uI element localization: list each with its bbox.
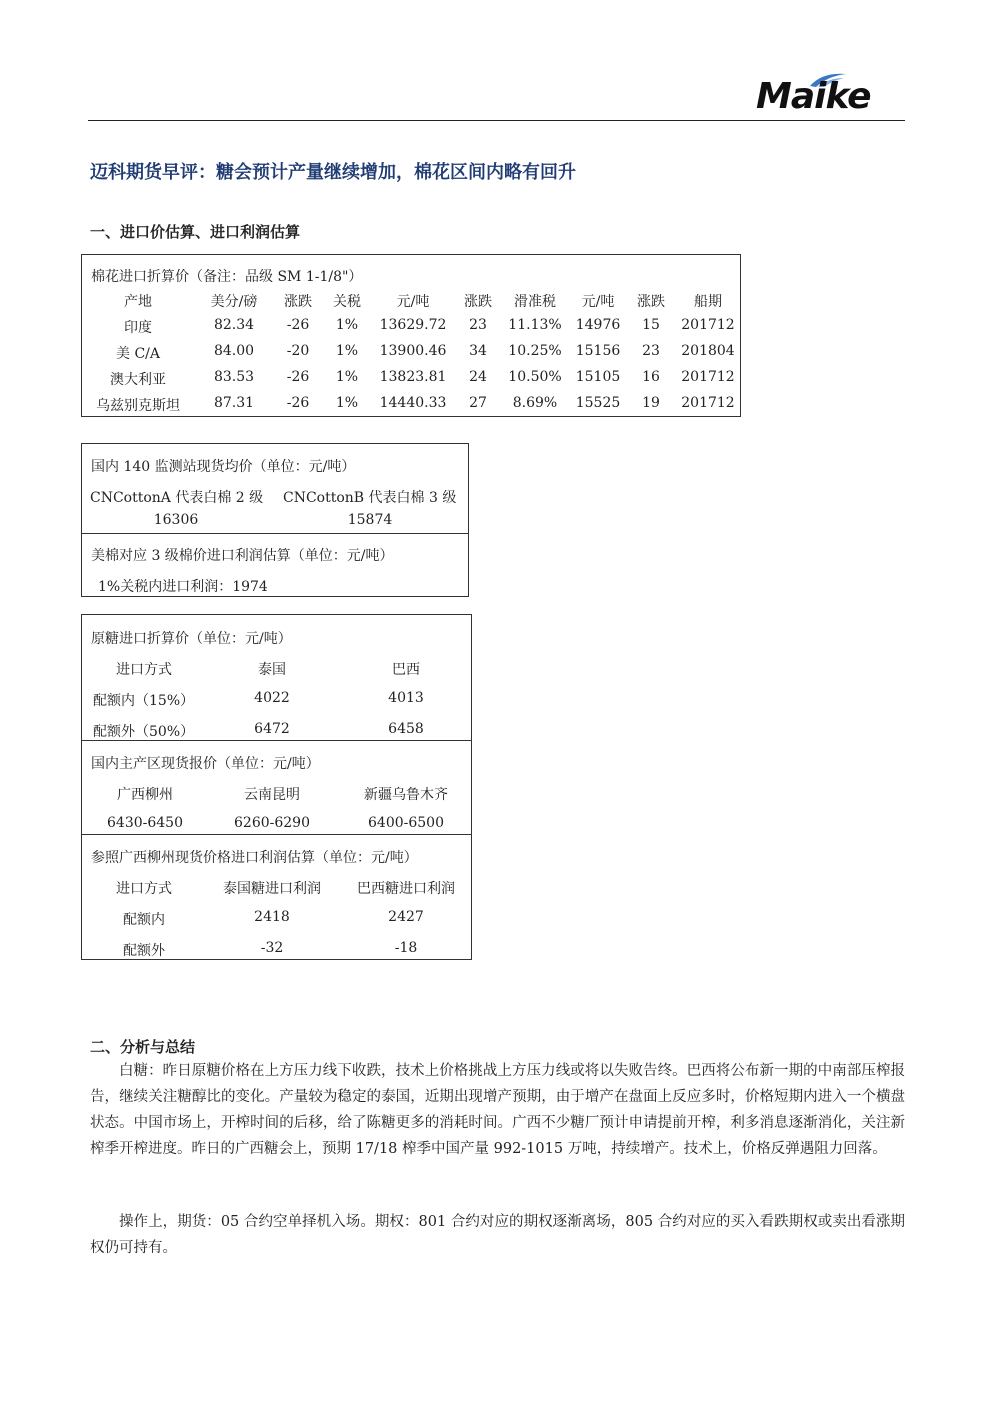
cell: 27 [469,395,487,411]
cell: -26 [286,369,310,385]
cell: 23 [469,317,487,333]
section-heading-2: 二、分析与总结 [90,1038,196,1056]
section-heading-1: 一、进口价估算、进口利润估算 [90,223,301,241]
cell: 15105 [575,369,621,385]
cell: 14976 [575,317,621,333]
cell: -32 [260,940,284,956]
sugar-profit-caption: 参照广西柳州现货价格进口利润估算（单位：元/吨） [91,850,418,866]
cotton-profit-caption: 美棉对应 3 级棉价进口利润估算（单位：元/吨） [91,548,394,564]
cell: 8.69% [512,395,558,411]
operation-paragraph: 操作上，期货：05 合约空单择机入场。期权：801 合约对应的期权逐渐离场，805 合约对应的买入看跌期权或卖出看涨期权仍可持有。 [90,1214,905,1256]
cell: 16 [642,369,660,385]
cell: 87.31 [213,395,255,411]
cotton-import-caption: 棉花进口折算价（备注：品级 SM 1-1/8"） [91,269,363,285]
cell: 6458 [388,721,424,737]
cell: 83.53 [213,369,255,385]
sugar-box [81,614,472,960]
cell: 澳大利亚 [110,372,166,388]
cell: -20 [286,343,310,359]
spot-header: 云南昆明 [244,787,300,803]
cell: 乌兹别克斯坦 [96,398,180,414]
cncottonb-value: 15874 [347,512,393,528]
domestic-cotton-caption: 国内 140 监测站现货均价（单位：元/吨） [91,459,356,475]
col-header: 关税 [333,294,361,310]
col-header: 元/吨 [396,294,430,310]
spot-value: 6260-6290 [234,815,310,831]
col-header: 涨跌 [637,294,665,310]
col-header: 泰国糖进口利润 [223,881,321,897]
spot-header: 广西柳州 [117,787,173,803]
col-header: 美分/磅 [210,294,258,310]
col-header: 巴西 [392,662,420,678]
cell: 15156 [575,343,621,359]
col-header: 进口方式 [116,662,172,678]
cell: 配额外（50%） [93,724,195,740]
cell: 10.50% [508,369,562,385]
logo-text: Maike [756,76,871,117]
col-header: 泰国 [258,662,286,678]
cncottona-value: 16306 [153,512,199,528]
cell: 印度 [124,320,152,336]
cell: 11.13% [508,317,562,333]
cell: 1% [335,369,359,385]
cell: 84.00 [213,343,255,359]
divider [82,533,468,534]
cell: 4013 [388,690,424,706]
col-header: 产地 [124,294,152,310]
cell: 24 [469,369,487,385]
cell: 201712 [681,317,735,333]
cell: 1% [335,395,359,411]
cell: 配额外 [123,943,165,959]
cotton-import-table [81,254,741,417]
cell: 1% [335,343,359,359]
col-header: 涨跌 [464,294,492,310]
cell: 23 [642,343,660,359]
header-rule [88,120,905,121]
cell: 15525 [575,395,621,411]
col-header: 船期 [694,294,722,310]
cncottona-label: CNCottonA 代表白棉 2 级 [90,490,264,506]
cell: 201712 [681,369,735,385]
sugar-import-caption: 原糖进口折算价（单位：元/吨） [91,631,292,647]
cell: 15 [642,317,660,333]
cell: -26 [286,395,310,411]
cell: 1% [335,317,359,333]
cncottonb-label: CNCottonB 代表白棉 3 级 [283,490,457,506]
cell: 201804 [681,343,735,359]
cotton-profit-text: 1%关税内进口利润：1974 [98,579,268,595]
cell: 34 [469,343,487,359]
cell: 14440.33 [379,395,447,411]
spot-value: 6400-6500 [368,815,444,831]
spot-header: 新疆乌鲁木齐 [364,787,448,803]
analysis-paragraph: 白糖：昨日原糖价格在上方压力线下收跌，技术上价格挑战上方压力线或将以失败告终。巴西将公布新一期的中南部压榨报告，继续关注糖醇比的变化。产量较为稳定的泰国，近期出现增产预期，由于增产在盘面上反应多时，价格短期内进入一个横盘状态。中国市场上，开榨时间的后移，给了陈糖更多的消耗时间。广西不少糖厂预计申请提前开榨，利多消息逐渐消化，关注新榨季开榨进度。昨日的广西糖会上，预期 17/18 榨季中国产量 992-1015 万吨，持续增产。技术上，价格反弹遇阻力回落。 [90,1063,905,1157]
cell: 2427 [388,909,424,925]
col-header: 巴西糖进口利润 [357,881,455,897]
cell: 201712 [681,395,735,411]
cell: -18 [394,940,418,956]
cell: 19 [642,395,660,411]
col-header: 滑准税 [514,294,556,310]
cell: 13629.72 [379,317,447,333]
cell: 82.34 [213,317,255,333]
page-title: 迈科期货早评：糖会预计产量继续增加，棉花区间内略有回升 [90,162,576,183]
divider [82,834,471,835]
cell: 配额内（15%） [93,693,195,709]
cell: -26 [286,317,310,333]
cell: 13823.81 [379,369,447,385]
col-header: 元/吨 [581,294,615,310]
cell: 10.25% [508,343,562,359]
cell: 4022 [254,690,290,706]
spot-value: 6430-6450 [107,815,183,831]
domestic-cotton-box [81,443,469,597]
divider [82,740,471,741]
cell: 2418 [254,909,290,925]
cell: 美 C/A [116,346,160,362]
maike-logo [756,70,896,118]
cell: 6472 [254,721,290,737]
spot-caption: 国内主产区现货报价（单位：元/吨） [91,756,320,772]
cell: 13900.46 [379,343,447,359]
col-header: 进口方式 [116,881,172,897]
cell: 配额内 [123,912,165,928]
col-header: 涨跌 [284,294,312,310]
